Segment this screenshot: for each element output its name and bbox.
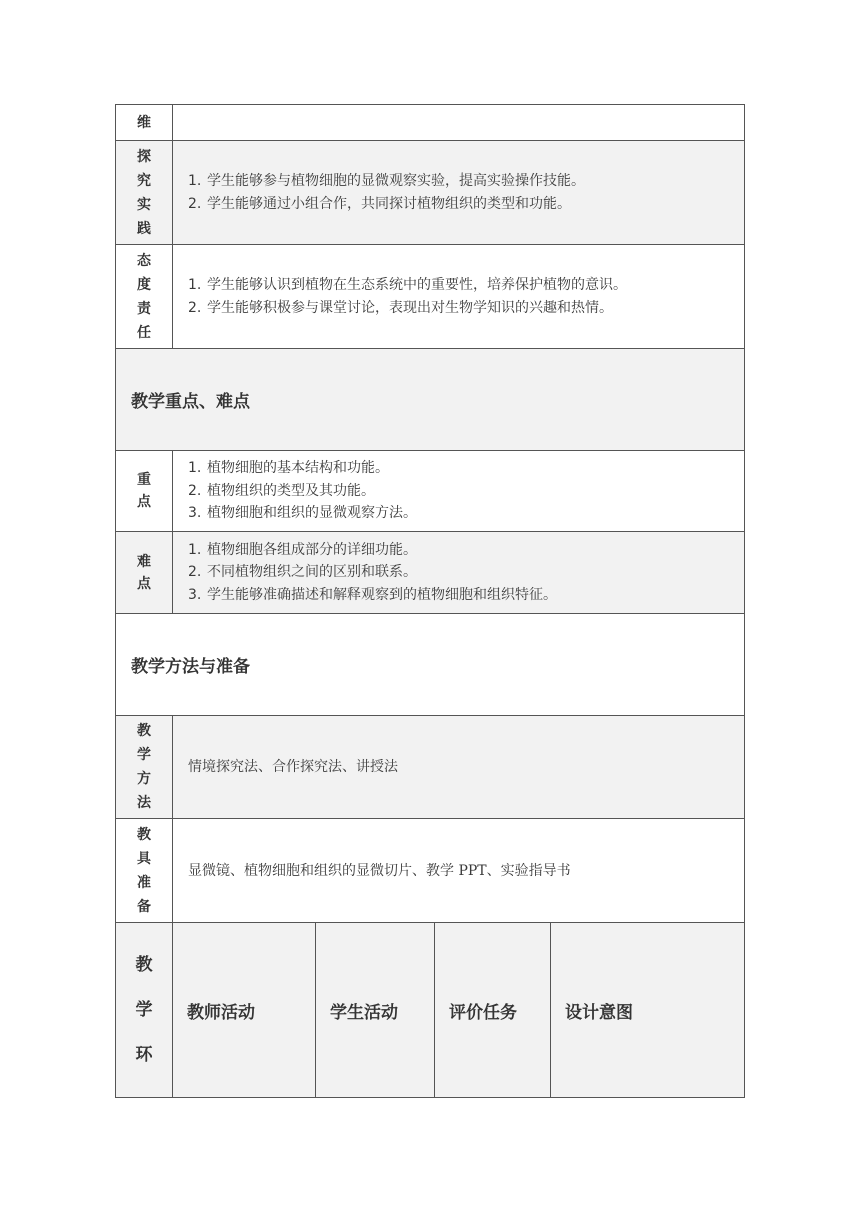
row-teaching-aids [115, 818, 745, 923]
label-char: 备 [137, 898, 151, 915]
list-item [188, 480, 744, 503]
item-number: 1. [188, 173, 202, 189]
label-char: 任 [137, 324, 151, 341]
row-label [116, 716, 173, 818]
row-inquiry-practice [115, 140, 745, 245]
row-teaching-process-header [115, 922, 745, 1098]
list-item [188, 539, 744, 562]
item-number: 2. [188, 299, 202, 316]
label-char: 环 [135, 1044, 153, 1065]
label-char: 度 [137, 276, 151, 293]
item-number: 1. [188, 277, 202, 293]
label-char: 探 [137, 148, 151, 165]
item-number: 1. [188, 541, 202, 558]
row-label [116, 923, 173, 1097]
row-teaching-methods [115, 715, 745, 819]
label-char: 法 [137, 795, 151, 811]
row-label [116, 532, 173, 613]
list-item [188, 193, 744, 216]
section-title: 教学重点、难点 [131, 392, 250, 412]
methods-text: 情境探究法、合作探究法、讲授法 [188, 759, 398, 775]
item-text: 学生能够认识到植物在生态系统中的重要性，培养保护植物的意识。 [207, 277, 627, 293]
column-header-evaluation-task: 评价任务 [434, 923, 550, 1097]
row-label [116, 105, 173, 140]
item-number: 3. [188, 505, 202, 522]
label-char: 维 [137, 114, 151, 131]
row-content [173, 451, 744, 531]
list-item [188, 502, 744, 525]
label-char: 践 [137, 220, 151, 237]
section-heading-methods [115, 613, 745, 716]
row-label [116, 245, 173, 348]
label-char: 点 [137, 575, 151, 592]
row-difficult-points [115, 531, 745, 614]
label-char: 教 [135, 954, 153, 975]
row-content [173, 716, 744, 818]
item-text: 学生能够参与植物细胞的显微观察实验，提高实验操作技能。 [207, 173, 585, 189]
row-content [173, 532, 744, 613]
label-char: 教 [137, 723, 151, 739]
row-label [116, 141, 173, 244]
label-char: 实 [137, 196, 151, 213]
label-char: 重 [137, 472, 151, 488]
column-header-teacher-activity: 教师活动 [187, 1002, 255, 1023]
item-text: 学生能够准确描述和解释观察到的植物细胞和组织特征。 [207, 586, 557, 603]
item-number: 2. [188, 564, 202, 581]
lesson-plan-table [115, 104, 745, 1098]
label-char: 教 [137, 826, 151, 843]
item-text: 学生能够通过小组合作，共同探讨植物组织的类型和功能。 [207, 195, 571, 212]
item-text: 不同植物组织之间的区别和联系。 [207, 564, 417, 581]
list-item [188, 457, 744, 480]
item-number: 3. [188, 586, 202, 603]
column-header-student-activity: 学生活动 [315, 923, 434, 1097]
item-number: 1. [188, 460, 202, 477]
label-char: 方 [137, 771, 151, 787]
section-title: 教学方法与准备 [131, 657, 250, 677]
row-attitude-responsibility [115, 244, 745, 349]
label-char: 态 [137, 252, 151, 269]
label-char: 究 [137, 172, 151, 189]
label-char: 学 [135, 999, 153, 1020]
item-text: 植物细胞和组织的显微观察方法。 [207, 505, 417, 522]
label-char: 准 [137, 874, 151, 891]
item-number: 2. [188, 195, 202, 212]
section-heading-key-points [115, 348, 745, 451]
row-content [173, 141, 744, 244]
list-item [188, 561, 744, 584]
label-char: 难 [137, 553, 151, 570]
row-content [173, 245, 744, 348]
row-content-empty [173, 105, 744, 140]
row-label [116, 819, 173, 922]
list-item [188, 297, 744, 320]
item-text: 植物组织的类型及其功能。 [207, 482, 375, 499]
row-key-points [115, 450, 745, 532]
row-wei [115, 104, 745, 141]
label-char: 具 [137, 850, 151, 867]
list-item [188, 170, 744, 193]
list-item [188, 274, 744, 297]
aids-text: 显微镜、植物细胞和组织的显微切片、教学 PPT、实验指导书 [188, 862, 571, 879]
label-char: 责 [137, 300, 151, 317]
label-char: 点 [137, 494, 151, 510]
item-text: 植物细胞的基本结构和功能。 [207, 460, 389, 477]
row-content [173, 819, 744, 922]
item-number: 2. [188, 482, 202, 499]
item-text: 植物细胞各组成部分的详细功能。 [207, 541, 417, 558]
column-header-design-intent: 设计意图 [550, 923, 744, 1097]
list-item [188, 584, 744, 607]
item-text: 学生能够积极参与课堂讨论，表现出对生物学知识的兴趣和热情。 [207, 299, 613, 316]
label-char: 学 [137, 747, 151, 763]
row-label [116, 451, 173, 531]
